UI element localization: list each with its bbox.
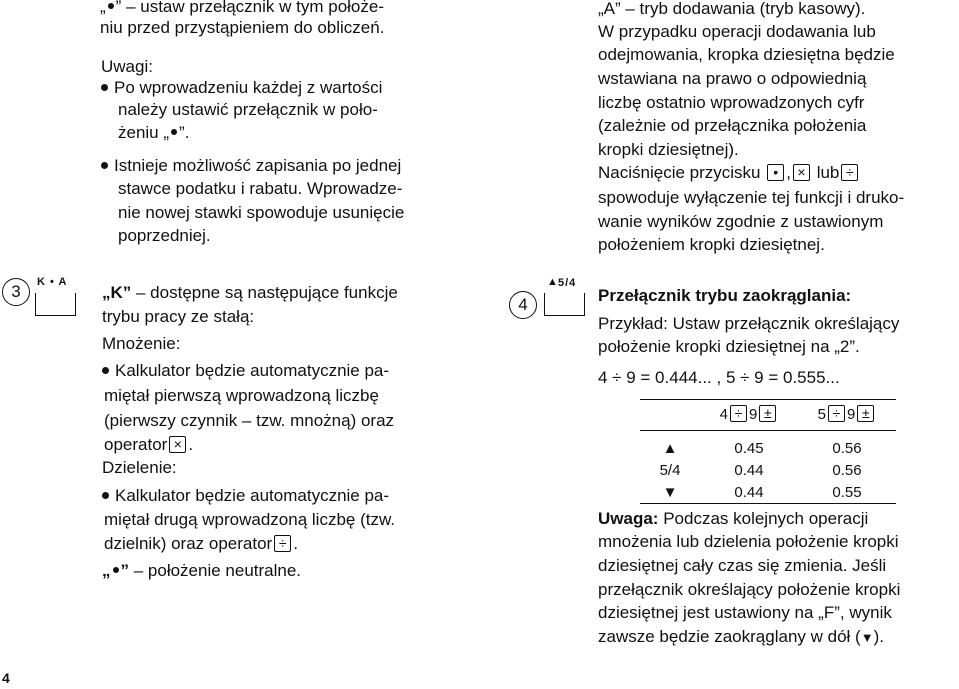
section-3-number: 3: [2, 278, 30, 306]
divide-key-icon: ÷: [730, 405, 747, 422]
example-line1: Przykład: Ustaw przełącznik określający: [598, 314, 900, 333]
bullet-icon: [101, 84, 108, 91]
divide-key-icon: ÷: [841, 164, 858, 181]
rounding-title: Przełącznik trybu zaokrąglania:: [598, 286, 852, 305]
arrow-down-icon: ▼: [860, 630, 874, 645]
dot-icon: [171, 129, 177, 135]
switch-3-label: K • A: [37, 276, 68, 288]
dot-key-icon: •: [767, 164, 784, 181]
multiply-key-icon: ×: [793, 164, 810, 181]
mode-a-title: „A” – tryb dodawania (tryb kasowy).: [598, 0, 866, 18]
uwaga-line5: dziesiętnej jest ustawiony na „F”, wynik: [598, 603, 892, 622]
plus-minus-equal-key-icon: ±: [857, 405, 874, 422]
mode-a-line1: W przypadku operacji dodawania lub: [598, 22, 876, 41]
uwaga-line3: dziesiętnej cały czas się zmienia. Jeśli: [598, 556, 887, 575]
table-row: ▲ 0.45 0.56: [640, 437, 896, 459]
table-row: 5/4 0.44 0.56: [659, 461, 862, 479]
mode-a-line5: (zależnie od przełącznika położenia: [598, 116, 867, 135]
uwagi-b1-line3: żeniu „ ”.: [118, 123, 190, 142]
plus-minus-equal-key-icon: ±: [759, 405, 776, 422]
neutral-line: „ ” – położenie neutralne.: [102, 561, 302, 580]
bullet-icon: [101, 162, 108, 169]
switch-4-label: 5/4: [558, 277, 577, 289]
uwaga-line2: mnożenia lub dzielenia położenie kropki: [598, 532, 899, 551]
mode-a-line6: kropki dziesiętnej).: [598, 140, 739, 159]
head-col2: 5 ÷ 9 ±: [798, 400, 896, 431]
mode-a-line2: odejmowania, kropka dziesiętna będzie: [598, 45, 895, 64]
table-head-row: [640, 400, 896, 431]
mode-a-rest2: wanie wyników zgodnie z ustawionym: [598, 212, 884, 231]
uwaga-line6: zawsze będzie zaokrąglany w dół (▼).: [598, 627, 884, 646]
uwagi-b2-line1: Istnieje możliwość zapisania po jednej: [101, 155, 401, 177]
mnozenie-line3: (pierwszy czynnik – tzw. mnożną) oraz: [104, 411, 395, 430]
divide-key-icon: ÷: [274, 535, 291, 552]
dzielenie-line2: miętał drugą wprowadzoną liczbę (tzw.: [104, 510, 396, 529]
mode-a-rest1: spowoduje wyłączenie tej funkcji i druko-: [598, 188, 905, 207]
uwagi-b2-line3: nie nowej stawki spowoduje usunięcie: [118, 203, 405, 222]
mnozenie-title: Mnożenie:: [102, 334, 181, 353]
uwaga-line4: przełącznik określający położenie kropki: [598, 580, 901, 599]
mnozenie-line1: Kalkulator będzie automatycznie pa-: [102, 360, 389, 382]
page-number: 4: [2, 670, 10, 686]
intro-line-1: „ ” – ustaw przełącznik w tym położe-: [100, 0, 384, 16]
example-line2: położenie kropki dziesiętnej na „2”.: [598, 337, 860, 356]
uwagi-title: Uwagi:: [101, 57, 153, 76]
arrow-up-icon: ▲: [662, 439, 678, 457]
s3-intro-line2: trybu pracy ze stałą:: [102, 307, 255, 326]
bullet-icon: [102, 367, 109, 374]
arrow-down-icon: ▼: [662, 483, 678, 501]
mode-a-press: Naciśnięcie przycisku • , × lub ÷: [598, 162, 860, 184]
mode-a-line3: wstawiana na prawo o odpowiednią: [598, 69, 867, 88]
dzielenie-title: Dzielenie:: [102, 458, 177, 477]
dot-icon: [113, 567, 119, 573]
multiply-key-icon: ×: [169, 436, 186, 453]
uwagi-b2-line4: poprzedniej.: [118, 226, 211, 245]
s3-intro-line1: „K” – dostępne są następujące funkcje: [102, 283, 398, 302]
rounding-table: [640, 399, 896, 504]
table-row: ▼ 0.44 0.55: [640, 481, 896, 504]
uwagi-b1-line1: Po wprowadzeniu każdej z wartości: [101, 77, 382, 99]
switch-4-icon: [544, 293, 585, 316]
mode-a-line4: liczbę ostatnio wprowadzonych cyfr: [598, 93, 865, 112]
switch-4-up-arrow-icon: ▲: [547, 276, 558, 288]
switch-3-icon: [35, 293, 76, 316]
bullet-icon: [102, 492, 109, 499]
mnozenie-line4: operator × .: [104, 435, 194, 454]
head-col1: 4 ÷ 9 ±: [700, 400, 798, 431]
dzielenie-line1: Kalkulator będzie automatycznie pa-: [102, 485, 389, 507]
mnozenie-line2: miętał pierwszą wprowadzoną liczbę: [104, 386, 379, 405]
dzielenie-line3: dzielnik) oraz operator ÷ .: [104, 534, 298, 553]
section-4-number: 4: [509, 291, 537, 319]
uwagi-b1-line2: należy ustawić przełącznik w poło-: [118, 100, 378, 119]
intro-line-2: niu przed przystąpieniem do obliczeń.: [100, 18, 385, 37]
mode-a-rest3: położeniem kropki dziesiętnej.: [598, 235, 825, 254]
uwagi-b2-line2: stawce podatku i rabatu. Wprowadze-: [118, 179, 403, 198]
bullet-dot-icon: [108, 3, 114, 9]
divide-key-icon: ÷: [828, 405, 845, 422]
uwaga-line1: Uwaga: Podczas kolejnych operacji: [598, 509, 869, 528]
formula: 4 ÷ 9 = 0.444... , 5 ÷ 9 = 0.555...: [598, 368, 840, 387]
